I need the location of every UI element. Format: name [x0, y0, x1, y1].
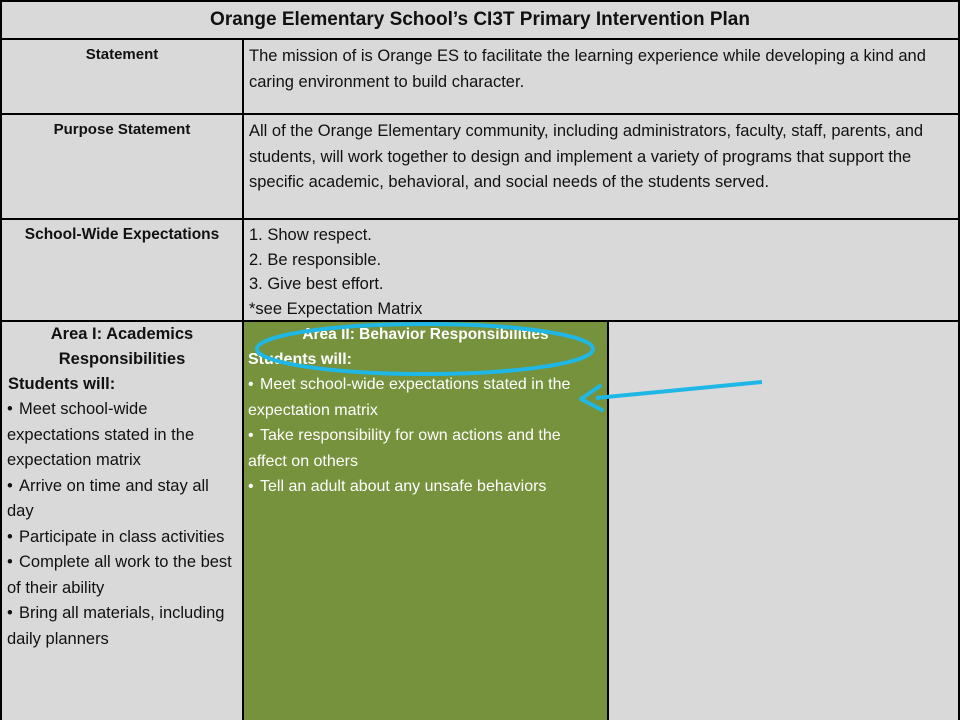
list-item: • Meet school-wide expectations stated in the expectation matrix — [248, 372, 603, 423]
bullet-icon: • — [7, 527, 13, 546]
list-item: • Tell an adult about any unsafe behaviors — [248, 474, 603, 500]
area2-subheading: Students will: — [248, 351, 352, 368]
list-item: • Participate in class activities — [7, 525, 238, 551]
bullet-icon: • — [7, 400, 13, 418]
purpose-text: All of the Orange Elementary community, including administrators, faculty, staff, parents, and students, will work together to design and implement a variety of programs that support the specific academic, behavioral, and social needs of the students served. — [244, 115, 958, 218]
expectation-item: 3. Give best effort. — [249, 275, 384, 293]
bullet-icon: • — [248, 478, 254, 495]
highlight-ellipse — [257, 324, 593, 374]
statement-label: Statement — [2, 40, 242, 113]
list-item: • Arrive on time and stay all day — [7, 474, 238, 525]
expectation-item: 2. Be responsible. — [249, 250, 382, 269]
expectation-item: 1. Show respect. — [249, 226, 372, 244]
expectation-item: *see Expectation Matrix — [249, 299, 423, 318]
area1-heading: Area I: Academics Responsibilities — [50, 325, 194, 368]
list-item: • Take responsibility for own actions and the affect on others — [248, 423, 603, 474]
expectations-label: School-Wide Expectations — [2, 220, 242, 320]
bullet-icon: • — [7, 553, 13, 571]
bullet-icon: • — [248, 427, 254, 444]
list-item: • Meet school-wide expectations stated in the expectation matrix — [7, 397, 238, 474]
bullet-icon: • — [7, 476, 13, 495]
purpose-label: Purpose Statement — [2, 115, 242, 218]
area2-heading: Area II: Behavior Responsibilities — [302, 326, 549, 343]
list-item: • Bring all materials, including daily planners — [7, 601, 238, 652]
bullet-icon: • — [248, 376, 254, 393]
page-title: Orange Elementary School’s CI3T Primary Intervention Plan — [2, 2, 958, 38]
statement-text: The mission of is Orange ES to facilitate the learning experience while developing a kind and caring environment to build character. — [244, 40, 958, 113]
annotation-arrow — [596, 382, 762, 398]
list-item: • Complete all work to the best of their ability — [7, 550, 238, 601]
bullet-icon: • — [7, 604, 13, 622]
area1-subheading: Students will: — [8, 375, 116, 393]
